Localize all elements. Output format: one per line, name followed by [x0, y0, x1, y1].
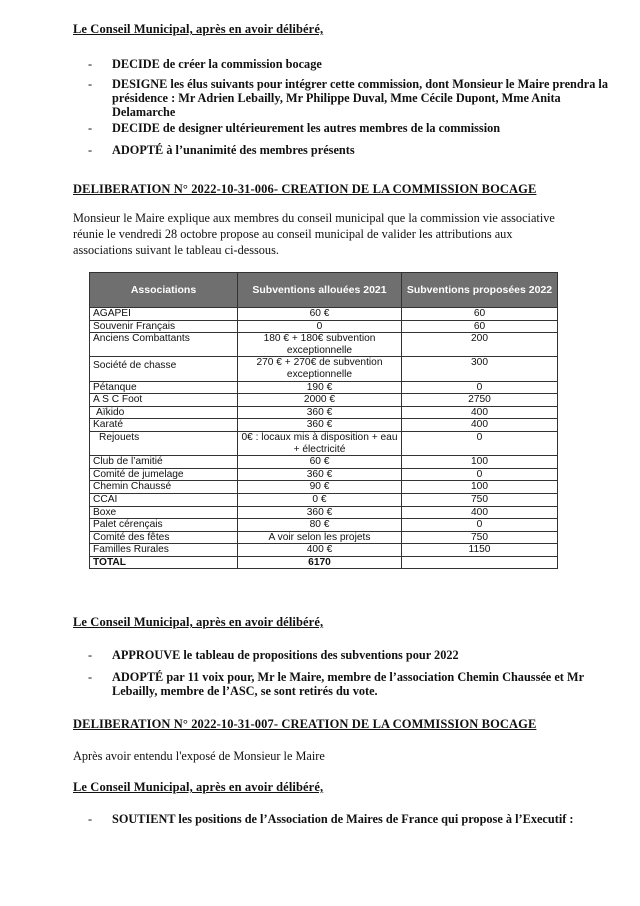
decision-list — [88, 57, 608, 163]
table-cell: Karaté — [90, 419, 238, 432]
table-row — [90, 456, 558, 469]
bullet-dash: - — [88, 648, 93, 662]
table-cell: 60 — [402, 320, 558, 333]
decision-list — [88, 812, 628, 832]
table-row — [90, 468, 558, 481]
subventions-table — [89, 272, 558, 569]
table-row — [90, 394, 558, 407]
decision-list — [88, 648, 618, 704]
table-cell: 6170 — [238, 556, 402, 569]
table-row — [90, 406, 558, 419]
table-row — [90, 308, 558, 321]
table-row — [90, 381, 558, 394]
list-item — [88, 648, 618, 662]
section-heading: Le Conseil Municipal, après en avoir délibéré, — [73, 615, 324, 629]
list-item-text: SOUTIENT les positions de l’Association de Maires de France qui propose à l’Executif : — [112, 812, 574, 826]
list-item-text: ADOPTÉ à l’unanimité des membres présents — [112, 143, 355, 157]
table-row — [90, 431, 558, 455]
deliberation-title: DELIBERATION N° 2022-10-31-007- CREATION DE LA COMMISSION BOCAGE — [73, 717, 537, 731]
table-cell: 180 € + 180€ subvention exceptionnelle — [238, 333, 402, 357]
table-cell: 60 € — [238, 456, 402, 469]
table-cell: 0 — [402, 381, 558, 394]
table-cell: 0 — [402, 519, 558, 532]
table-cell: 400 € — [238, 544, 402, 557]
list-item — [88, 670, 618, 698]
table-cell: 190 € — [238, 381, 402, 394]
list-item — [88, 121, 608, 135]
table-cell: A S C Foot — [90, 394, 238, 407]
table-cell: 0 — [402, 468, 558, 481]
table-cell: A voir selon les projets — [238, 531, 402, 544]
table-row — [90, 531, 558, 544]
table-cell: AGAPEI — [90, 308, 238, 321]
deliberation-intro: Monsieur le Maire explique aux membres du conseil municipal que la commission vie associative réunie le vendredi 28 octobre propose au conseil municipal de valider les attributions aux associations suivant le tableau ci-dessous. — [73, 211, 555, 257]
section-heading: Le Conseil Municipal, après en avoir délibéré, — [73, 780, 324, 794]
table-cell: 0 — [238, 320, 402, 333]
bullet-dash: - — [88, 143, 93, 157]
table-row — [90, 481, 558, 494]
table-cell: Boxe — [90, 506, 238, 519]
list-item — [88, 143, 608, 157]
table-cell: 360 € — [238, 419, 402, 432]
table-cell: Comité des fêtes — [90, 531, 238, 544]
list-item-text: APPROUVE le tableau de propositions des subventions pour 2022 — [112, 648, 459, 662]
table-cell: 270 € + 270€ de subvention exceptionnelle — [238, 357, 402, 381]
bullet-dash: - — [88, 812, 93, 826]
list-item — [88, 812, 628, 826]
table-header-row — [90, 273, 558, 308]
column-header: Subventions allouées 2021 — [238, 273, 402, 308]
table-cell: Club de l’amitié — [90, 456, 238, 469]
table-row — [90, 320, 558, 333]
table-cell: Anciens Combattants — [90, 333, 238, 357]
table-row — [90, 357, 558, 381]
table-cell: 80 € — [238, 519, 402, 532]
table-cell: 750 — [402, 531, 558, 544]
table-row — [90, 419, 558, 432]
table-cell: 0 € — [238, 493, 402, 506]
table-cell: 400 — [402, 406, 558, 419]
table-cell: Souvenir Français — [90, 320, 238, 333]
table-cell: 0 — [402, 431, 558, 455]
table-cell: 300 — [402, 357, 558, 381]
table-cell: 360 € — [238, 406, 402, 419]
table-cell: Pétanque — [90, 381, 238, 394]
table-row — [90, 493, 558, 506]
table-cell: Palet cérençais — [90, 519, 238, 532]
table-cell: 2750 — [402, 394, 558, 407]
section-heading: Le Conseil Municipal, après en avoir délibéré, — [73, 22, 324, 36]
table-cell: TOTAL — [90, 556, 238, 569]
table-cell: Aïkido — [90, 406, 238, 419]
list-item-text: DESIGNE les élus suivants pour intégrer cette commission, dont Monsieur le Maire prendra la présidence : Mr Adrien Lebailly, Mr Philippe Duval, Mme Cécile Dupont, Mme Anita Delamarche — [112, 77, 608, 119]
column-header: Subventions proposées 2022 — [402, 273, 558, 308]
table-cell: 0€ : locaux mis à disposition + eau + électricité — [238, 431, 402, 455]
list-item — [88, 57, 608, 71]
table-row — [90, 333, 558, 357]
deliberation-intro: Après avoir entendu l'exposé de Monsieur le Maire — [73, 749, 325, 763]
table-total-row — [90, 556, 558, 569]
table-cell: 360 € — [238, 468, 402, 481]
list-item — [88, 77, 608, 119]
table-row — [90, 544, 558, 557]
table-cell: 360 € — [238, 506, 402, 519]
table-cell: Comité de jumelage — [90, 468, 238, 481]
table-cell: CCAI — [90, 493, 238, 506]
deliberation-title: DELIBERATION N° 2022-10-31-006- CREATION DE LA COMMISSION BOCAGE — [73, 182, 537, 196]
table-cell: 200 — [402, 333, 558, 357]
list-item-text: ADOPTÉ par 11 voix pour, Mr le Maire, membre de l’association Chemin Chaussée et Mr Lebailly, membre de l’ASC, se sont retirés du vote. — [112, 670, 584, 698]
table-cell: 1150 — [402, 544, 558, 557]
table-row — [90, 506, 558, 519]
list-item-text: DECIDE de designer ultérieurement les autres membres de la commission — [112, 121, 501, 135]
table-cell: 100 — [402, 481, 558, 494]
table-cell: Rejouets — [90, 431, 238, 455]
bullet-dash: - — [88, 77, 93, 91]
table-cell: 60 — [402, 308, 558, 321]
table-cell: 2000 € — [238, 394, 402, 407]
bullet-dash: - — [88, 121, 93, 135]
table-cell: 750 — [402, 493, 558, 506]
table-cell: Familles Rurales — [90, 544, 238, 557]
bullet-dash: - — [88, 57, 93, 71]
list-item-text: DECIDE de créer la commission bocage — [112, 57, 322, 71]
table-row — [90, 519, 558, 532]
table-cell — [402, 556, 558, 569]
table-cell: 90 € — [238, 481, 402, 494]
table-cell: 60 € — [238, 308, 402, 321]
table-cell: Chemin Chaussé — [90, 481, 238, 494]
table-cell: 400 — [402, 506, 558, 519]
column-header: Associations — [90, 273, 238, 308]
table-cell: Société de chasse — [90, 357, 238, 381]
table-cell: 400 — [402, 419, 558, 432]
table-cell: 100 — [402, 456, 558, 469]
bullet-dash: - — [88, 670, 93, 684]
